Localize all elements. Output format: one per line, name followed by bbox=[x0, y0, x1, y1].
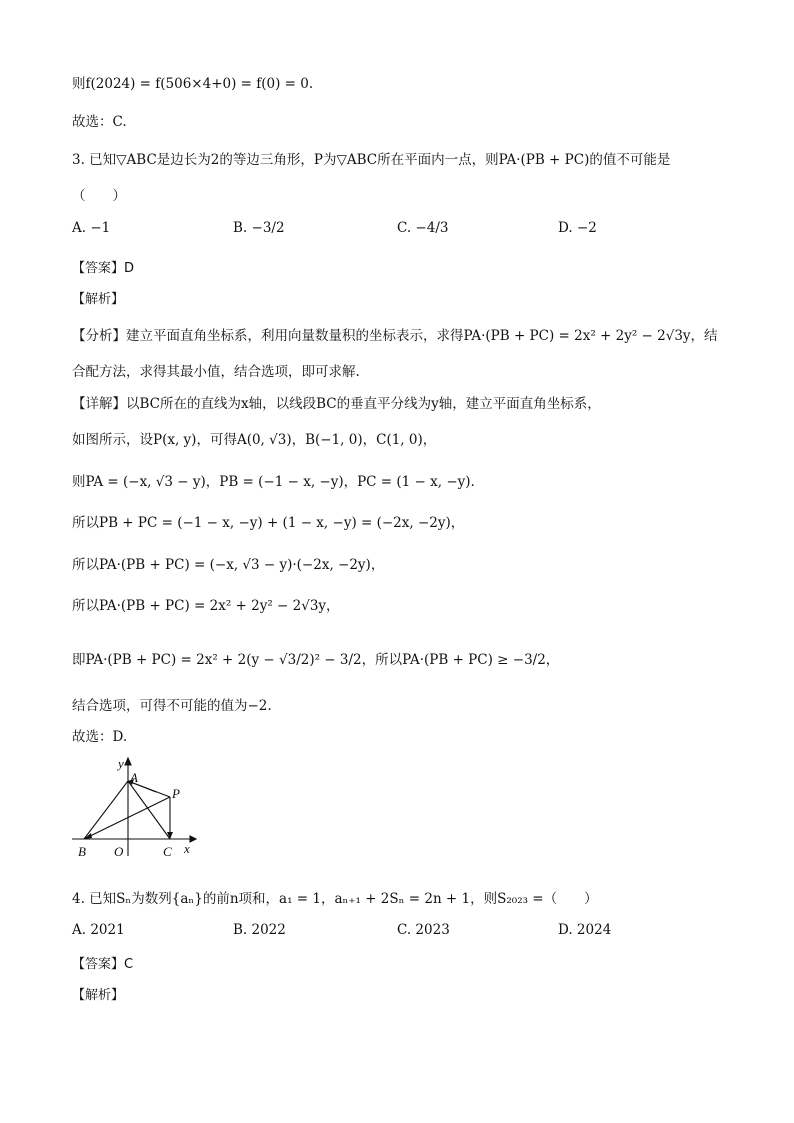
option-d: D. 2024 bbox=[558, 922, 612, 938]
label-o: O bbox=[114, 844, 124, 859]
question-4: 4. 已知Sₙ为数列{aₙ}的前n项和，a₁ = 1，aₙ₊₁ + 2Sₙ = 2n + 1，则S₂₀₂₃ =（ ） bbox=[72, 891, 598, 907]
answer-label: 【答案】C bbox=[72, 957, 134, 972]
option-b: B. −3/2 bbox=[233, 220, 285, 236]
option-a: A. 2021 bbox=[72, 922, 125, 938]
option-c: C. 2023 bbox=[397, 922, 450, 938]
text-line: 所以PA·(PB + PC) = 2x² + 2y² − 2√3y， bbox=[72, 598, 340, 614]
option-d: D. −2 bbox=[558, 220, 597, 236]
option-a: A. −1 bbox=[72, 220, 111, 236]
y-axis-arrow bbox=[125, 758, 131, 765]
label-c: C bbox=[163, 844, 172, 859]
analysis-label: 【解析】 bbox=[72, 292, 125, 307]
text-line: 则f(2024) = f(506×4+0) = f(0) = 0. bbox=[72, 76, 314, 92]
question-3: 3. 已知▽ABC是边长为2的等边三角形，P为▽ABC所在平面内一点，则PA·(PB + PC)的值不可能是 bbox=[72, 152, 671, 168]
text-line: 所以PA·(PB + PC) = (−x, √3 − y)·(−2x, −2y)， bbox=[72, 557, 385, 573]
text-line: 故选：C. bbox=[72, 114, 127, 130]
text-line: 【分析】建立平面直角坐标系，利用向量数量积的坐标表示，求得PA·(PB + PC) = 2x² + 2y² − 2√3y，结 bbox=[72, 328, 718, 344]
side-ab bbox=[84, 781, 128, 839]
vector-pb bbox=[84, 797, 170, 839]
text-line: 合配方法，求得其最小值，结合选项，即可求解. bbox=[72, 364, 360, 380]
triangle-figure bbox=[66, 752, 206, 862]
answer-label: 【答案】D bbox=[72, 261, 135, 276]
text-line: 即PA·(PB + PC) = 2x² + 2(y − √3/2)² − 3/2，所以PA·(PB + PC) ≥ −3/2， bbox=[72, 652, 560, 668]
text-line: 所以PB + PC = (−1 − x, −y) + (1 − x, −y) = (−2x, −2y)， bbox=[72, 515, 465, 531]
text-line: 则PA = (−x, √3 − y)，PB = (−1 − x, −y)，PC = (1 − x, −y). bbox=[72, 474, 475, 490]
x-axis-arrow bbox=[190, 836, 196, 842]
text-line: 故选：D. bbox=[72, 729, 128, 745]
label-p: P bbox=[172, 786, 180, 801]
label-x: x bbox=[184, 841, 190, 856]
label-y: y bbox=[118, 756, 124, 771]
label-b: B bbox=[78, 844, 86, 859]
analysis-label: 【解析】 bbox=[72, 988, 125, 1003]
text-line: 如图所示，设P(x, y)，可得A(0, √3)，B(−1, 0)，C(1, 0)， bbox=[72, 432, 437, 448]
text-line: 结合选项，可得不可能的值为−2. bbox=[72, 698, 272, 714]
label-a: A bbox=[130, 770, 138, 785]
option-b: B. 2022 bbox=[233, 922, 286, 938]
text-line: 【详解】以BC所在的直线为x轴，以线段BC的垂直平分线为y轴，建立平面直角坐标系， bbox=[72, 396, 601, 412]
option-c: C. −4/3 bbox=[397, 220, 449, 236]
text-line: （ ） bbox=[72, 188, 126, 204]
